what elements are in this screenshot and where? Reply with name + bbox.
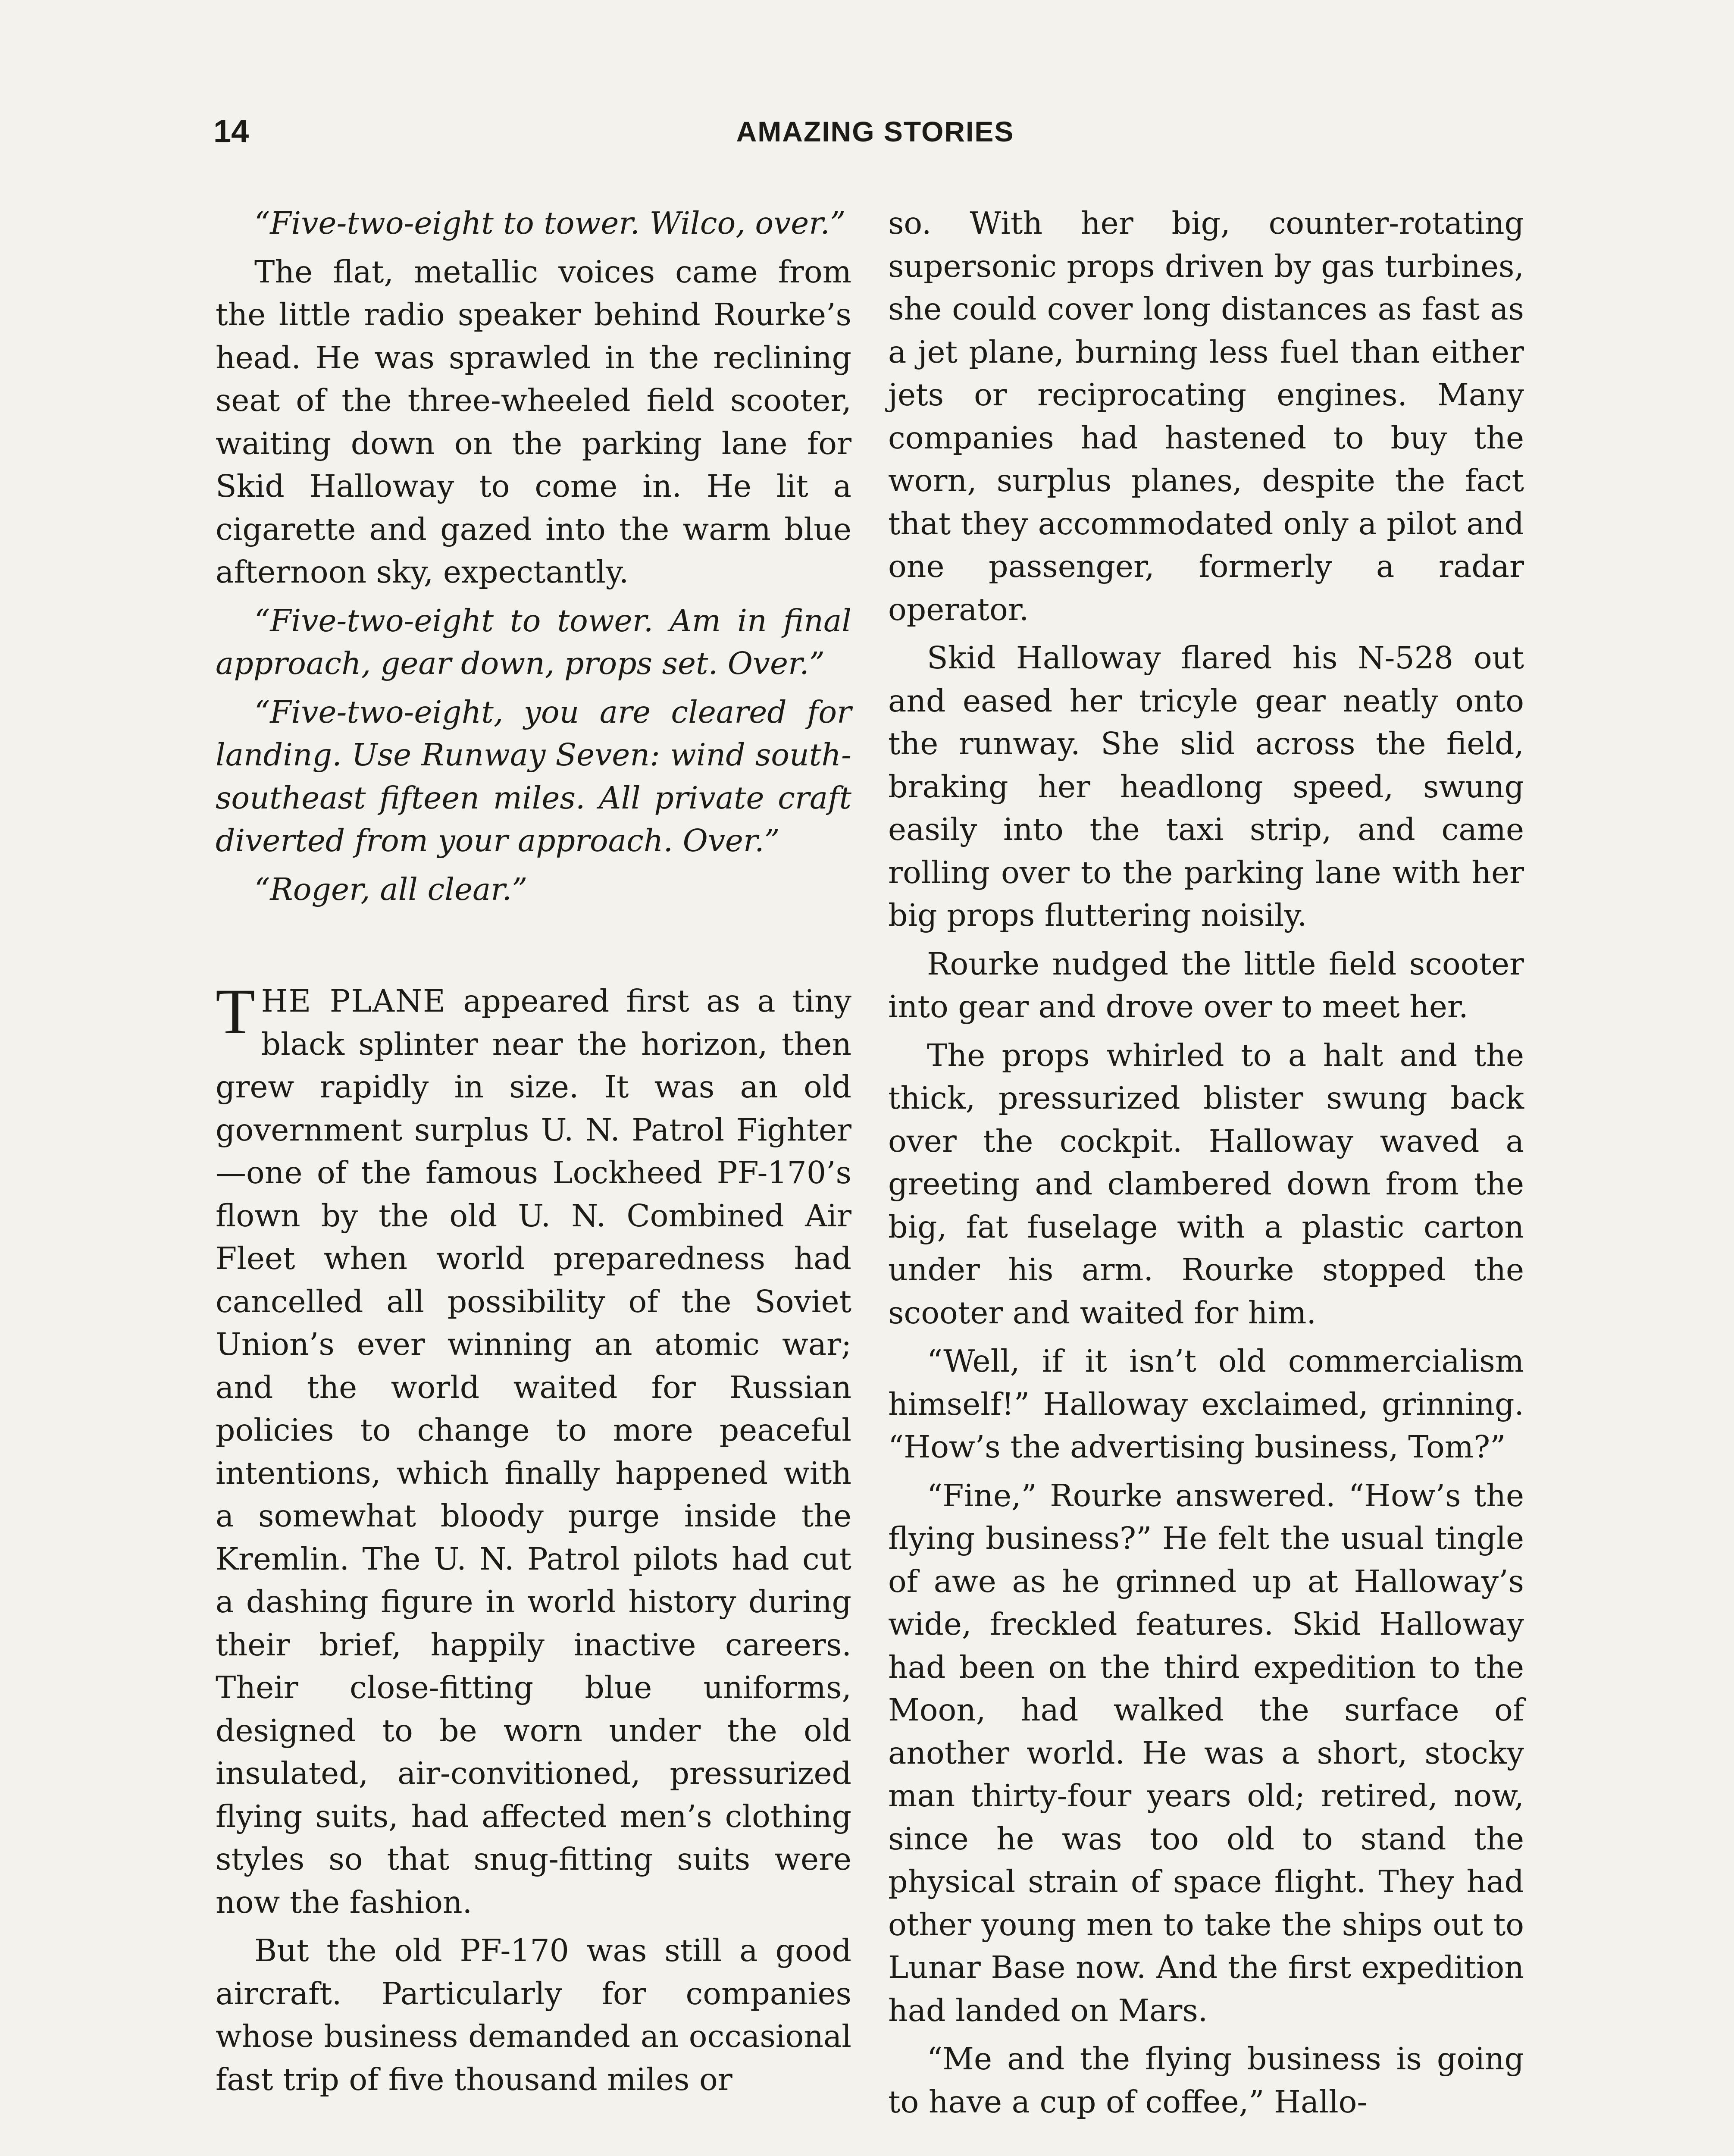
running-head: AMAZING STORIES xyxy=(736,116,1014,147)
paragraph: so. With her big, counter-rotating supersonic props driven by gas turbines, she could cover long distances as fast as a jet plane, burning less fuel than either jets or reciprocating engines. Many companies had hastened to buy the worn, surplus planes, despite the fact that they accommodated only a pilot and one passenger, formerly a radar operator. xyxy=(888,205,1524,627)
paragraph: “Me and the flying business is going to have a cup of coffee,” Hallo- xyxy=(888,2041,1524,2120)
paragraph: “Roger, all clear.” xyxy=(254,871,528,907)
paragraph: The props whirled to a halt and the thick, pressurized blister swung back over the cockpit. Halloway waved a greeting and clambered down from the big, fat fuselage with a plastic carton under his arm. Rourke stopped the scooter and waited for him. xyxy=(888,1037,1524,1331)
paragraph: “Fine,” Rourke answered. “How’s the flying business?” He felt the usual tingle of awe as he grinned up at Halloway’s wide, freckled features. Skid Halloway had been on the third expedition to the Moon, had walked the surface of another world. He was a short, stocky man thirty-four years old; retired, now, since he was too old to stand the physical strain of space flight. They had other young men to take the ships out to Lunar Base now. And the first expedition had landed on Mars. xyxy=(888,1477,1524,2028)
paragraph: Rourke nudged the little field scooter into gear and drove over to meet her. xyxy=(888,946,1524,1025)
left-column xyxy=(216,202,851,2106)
paragraph: “Five-two-eight to tower. Wilco, over.” xyxy=(254,205,846,241)
lead-in-text: HE PLANE xyxy=(261,983,446,1019)
page-number: 14 xyxy=(213,113,249,149)
paragraph: “Five-two-eight, you are cleared for landing. Use Runway Seven: wind south-southeast fifteen miles. All private craft diverted from your approach. Over.” xyxy=(216,694,851,859)
page-header xyxy=(0,0,1734,207)
paragraph: Skid Halloway flared his N-528 out and eased her tricyle gear neatly onto the runway. She slid across the field, braking her headlong speed, swung easily into the taxi strip, and came rolling over to the parking lane with her big props fluttering noisily. xyxy=(888,640,1524,933)
paragraph: The flat, metallic voices came from the little radio speaker behind Rourke’s head. He was sprawled in the reclining seat of the three-wheeled field scooter, waiting down on the parking lane for Skid Halloway to come in. He lit a cigarette and gazed into the warm blue afternoon sky, expectantly. xyxy=(216,254,851,590)
paragraph: “Well, if it isn’t old commercialism himself!” Halloway exclaimed, grinning. “How’s the advertising business, Tom?” xyxy=(888,1343,1524,1465)
section-start-paragraph xyxy=(216,976,851,1924)
paragraph-text: appeared first as a tiny black splinter near the horizon, then grew rapidly in size. It was an old government surplus U. N. Patrol Fighter—one of the famous Lockheed PF-170’s flown by the old U. N. Combined Air Fleet when world preparedness had cancelled all possibility of the Soviet Union’s ever winning an atomic war; and the world waited for Russian policies to change to more peaceful intentions, which finally happened with a somewhat bloody purge inside the Kremlin. The U. N. Patrol pilots had cut a dashing figure in world history during their brief, happily inactive careers. Their close-fitting blue uniforms, designed to be worn under the old insulated, air-convitioned, pressurized flying suits, had affected men’s clothing styles so that snug-fitting suits were now the fashion. xyxy=(216,983,851,1920)
paragraph: But the old PF-170 was still a good aircraft. Particularly for companies whose business demanded an occasional fast trip of five thousand miles or xyxy=(216,1933,851,2097)
right-column xyxy=(888,202,1524,2129)
paragraph: “Five-two-eight to tower. Am in final approach, gear down, props set. Over.” xyxy=(216,602,851,681)
drop-cap: T xyxy=(216,976,255,1047)
